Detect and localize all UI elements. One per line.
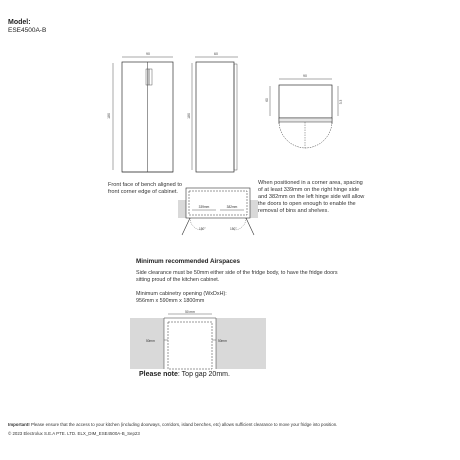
top-width-label: 90	[303, 74, 307, 78]
front-view-drawing	[108, 50, 184, 180]
please-note	[139, 371, 230, 378]
corner-note: When positioned in a corner area, spacing of at least 339mm on the right hinge side and 382mm on the left hinge side will allow the doors to open enough to enable the removal of bins and shelves.	[258, 180, 365, 214]
side-clearance-text: Side clearance must be 50mm either side of the fridge body, to have the fridge doors sitting proud of the kitchen cabinet.	[136, 270, 338, 283]
door-left-gap-label: 339mm	[198, 205, 210, 209]
front-height-label: 180	[107, 113, 111, 119]
please-note-text: : Top gap 20mm.	[177, 371, 230, 378]
min-opening-label: Minimum cabinetry opening (WxDxH):	[136, 291, 227, 297]
cabinet-airspace-diagram	[130, 308, 335, 370]
min-opening-value: 956mm x 590mm x 1800mm	[136, 298, 205, 304]
important-label: Important!	[8, 422, 30, 427]
model-label: Model:	[8, 19, 31, 26]
bench-note: Front face of bench aligned to front corner edge of cabinet.	[108, 182, 183, 195]
top-left-small-label: 60	[265, 98, 269, 102]
door-right-gap-label: 382mm	[226, 205, 238, 209]
top-right-small-label: 3.3	[339, 99, 343, 105]
door-opening-plan	[178, 180, 258, 244]
model-code: ESE4500A-B	[8, 27, 47, 34]
airspaces-title: Minimum recommended Airspaces	[136, 258, 241, 265]
top-gap-label: 50 mm	[185, 310, 195, 314]
door-left-angle-label: 150°	[199, 227, 206, 231]
door-right-angle-label: 150°	[230, 227, 237, 231]
top-view-drawing	[265, 72, 345, 152]
side-depth-label: 60	[214, 52, 218, 56]
side-view-drawing	[187, 50, 250, 180]
important-text: Please ensure that the access to your kitchen (including doorways, corridors, island benches, etc) allows sufficient clearance to move your fridge into position.	[29, 422, 338, 427]
side-height-label: 180	[187, 113, 191, 119]
please-note-bold: Please note	[139, 371, 178, 378]
right-gap-label: 50mm	[218, 339, 227, 343]
important-note	[8, 422, 337, 427]
copyright: © 2023 Electrolux S.E.A PTE. LTD. ELX_DIM_ESE4500A-B_Sep23	[8, 431, 140, 436]
front-width-label: 90	[146, 52, 150, 56]
left-gap-label: 50mm	[146, 339, 155, 343]
